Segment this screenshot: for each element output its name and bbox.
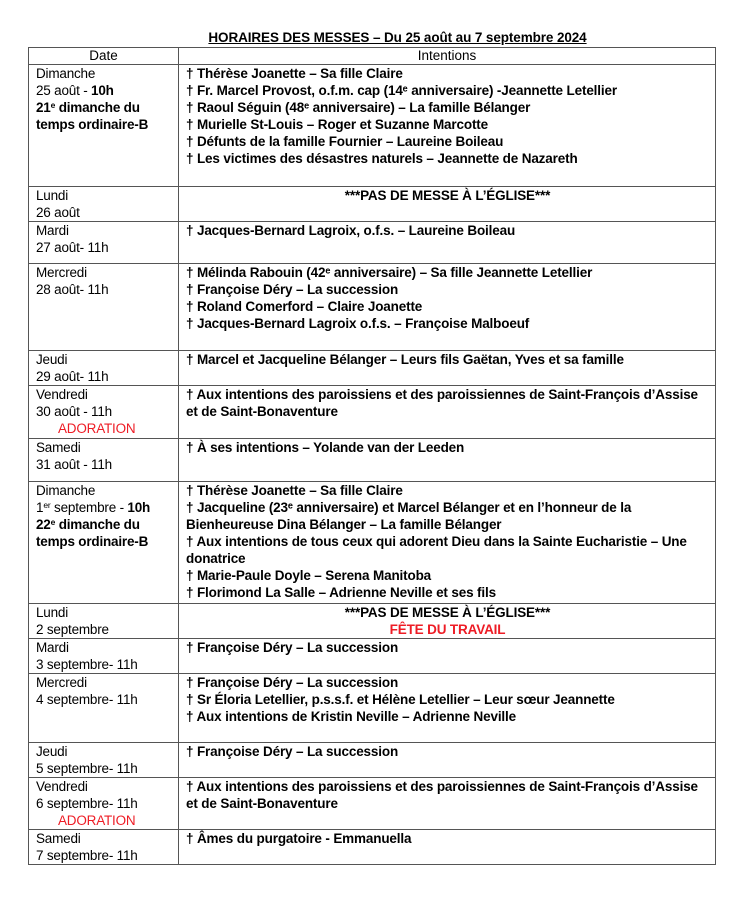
intention-item: † Florimond La Salle – Adrienne Neville et ses fils bbox=[186, 585, 496, 600]
day-name: Samedi bbox=[36, 440, 81, 455]
intention-item: † Thérèse Joanette – Sa fille Claire bbox=[186, 66, 403, 81]
date-time bbox=[36, 368, 172, 385]
header-row bbox=[29, 48, 716, 65]
schedule-row bbox=[29, 439, 716, 482]
day-name: Mercredi bbox=[36, 675, 87, 690]
no-mass-notice: ***PAS DE MESSE À L’ÉGLISE*** bbox=[344, 188, 551, 203]
date-time bbox=[36, 621, 172, 638]
mass-schedule-table bbox=[28, 47, 716, 865]
holiday-label: FÊTE DU TRAVAIL bbox=[389, 622, 506, 637]
sunday-ordinal: 21 bbox=[36, 100, 51, 115]
intentions-cell bbox=[179, 439, 716, 482]
day-name: Jeudi bbox=[36, 352, 68, 367]
adoration-label: ADORATION bbox=[58, 813, 136, 828]
liturgical-season: temps ordinaire-B bbox=[36, 534, 149, 549]
date-time bbox=[36, 456, 172, 473]
intention-item: † Françoise Déry – La succession bbox=[186, 282, 399, 297]
date-text: 2 septembre bbox=[36, 622, 109, 637]
no-mass-notice: ***PAS DE MESSE À L’ÉGLISE*** bbox=[344, 605, 551, 620]
intentions-cell bbox=[179, 778, 716, 830]
document-title: HORAIRES DES MESSES – Du 25 août au 7 septembre 2024 bbox=[208, 30, 587, 45]
header-date: Date bbox=[29, 48, 179, 65]
sunday-ordinal: 22 bbox=[36, 517, 51, 532]
schedule-row bbox=[29, 743, 716, 778]
schedule-row bbox=[29, 604, 716, 639]
schedule-row bbox=[29, 351, 716, 386]
intention-item: † Thérèse Joanette – Sa fille Claire bbox=[186, 483, 403, 498]
day-name: Dimanche bbox=[36, 66, 96, 81]
day-name: Vendredi bbox=[36, 387, 88, 402]
mass-time: 10h bbox=[91, 83, 114, 98]
date-cell bbox=[29, 439, 179, 482]
intention-item: † Les victimes des désastres naturels – Jeannette de Nazareth bbox=[186, 151, 578, 166]
date-text: 27 août- 11h bbox=[36, 240, 109, 255]
intention-item: † Jacques-Bernard Lagroix o.f.s. – Françoise Malboeuf bbox=[186, 316, 530, 331]
intention-item: † Françoise Déry – La succession bbox=[186, 744, 399, 759]
date-ordinal: 1 bbox=[36, 500, 44, 515]
intention-item: † Fr. Marcel Provost, o.f.m. cap (14ᵉ anniversaire) -Jeannette Letellier bbox=[186, 83, 617, 98]
date-cell bbox=[29, 386, 179, 439]
intentions-cell bbox=[179, 482, 716, 604]
liturgical-season: temps ordinaire-B bbox=[36, 117, 149, 132]
date-cell bbox=[29, 351, 179, 386]
date-time bbox=[36, 795, 172, 812]
intention-item: † Aux intentions des paroissiens et des paroissiennes de Saint-François d’Assise et de Saint-Bonaventure bbox=[186, 387, 698, 419]
date-cell bbox=[29, 222, 179, 264]
schedule-row bbox=[29, 482, 716, 604]
schedule-row bbox=[29, 187, 716, 222]
date-cell bbox=[29, 778, 179, 830]
intentions-cell bbox=[179, 65, 716, 187]
intentions-cell bbox=[179, 743, 716, 778]
date-text: 28 août- 11h bbox=[36, 282, 109, 297]
intention-item: † Raoul Séguin (48ᵉ anniversaire) – La famille Bélanger bbox=[186, 100, 531, 115]
date-time bbox=[36, 239, 172, 256]
date-text: 25 août - bbox=[36, 83, 92, 98]
schedule-row bbox=[29, 639, 716, 674]
intentions-cell bbox=[179, 264, 716, 351]
date-cell bbox=[29, 187, 179, 222]
day-name: Vendredi bbox=[36, 779, 88, 794]
intentions-cell bbox=[179, 187, 716, 222]
date-time bbox=[36, 691, 172, 708]
date-text: 7 septembre- 11h bbox=[36, 848, 138, 863]
schedule-row bbox=[29, 65, 716, 187]
date-time bbox=[36, 656, 172, 673]
mass-time: 10h bbox=[127, 500, 151, 515]
intention-item: † Jacqueline (23ᵉ anniversaire) et Marcel Bélanger et en l’honneur de la Bienheureuse Dina Bélanger – La famille Bélanger bbox=[186, 500, 632, 532]
intention-item: † Aux intentions de tous ceux qui adorent Dieu dans la Sainte Eucharistie – Une donatrice bbox=[186, 534, 687, 566]
intentions-cell bbox=[179, 351, 716, 386]
date-cell bbox=[29, 639, 179, 674]
date-text: 6 septembre- 11h bbox=[36, 796, 138, 811]
intention-item: † Défunts de la famille Fournier – Laureine Boileau bbox=[186, 134, 504, 149]
date-cell bbox=[29, 830, 179, 865]
date-time bbox=[36, 499, 172, 516]
schedule-row bbox=[29, 386, 716, 439]
intention-item: † Aux intentions de Kristin Neville – Adrienne Neville bbox=[186, 709, 516, 724]
date-time bbox=[36, 281, 172, 298]
date-cell bbox=[29, 743, 179, 778]
intentions-cell bbox=[179, 674, 716, 743]
adoration-label: ADORATION bbox=[58, 421, 136, 436]
intention-item: † Âmes du purgatoire - Emmanuella bbox=[186, 831, 412, 846]
intention-item: † Sr Éloria Letellier, p.s.s.f. et Hélène Letellier – Leur sœur Jeannette bbox=[186, 692, 615, 707]
intention-item: † Jacques-Bernard Lagroix, o.f.s. – Laureine Boileau bbox=[186, 223, 516, 238]
date-ordinal-suffix: er bbox=[43, 500, 51, 510]
date-text: 31 août - 11h bbox=[36, 457, 112, 472]
date-text: 3 septembre- 11h bbox=[36, 657, 138, 672]
date-text: 30 août - 11h bbox=[36, 404, 112, 419]
date-cell bbox=[29, 482, 179, 604]
date-time bbox=[36, 204, 172, 221]
liturgical-sunday bbox=[36, 516, 172, 533]
day-name: Mercredi bbox=[36, 265, 87, 280]
intention-item: † Marcel et Jacqueline Bélanger – Leurs fils Gaëtan, Yves et sa famille bbox=[186, 352, 624, 367]
date-cell bbox=[29, 674, 179, 743]
day-name: Lundi bbox=[36, 605, 69, 620]
intentions-cell bbox=[179, 222, 716, 264]
day-name: Dimanche bbox=[36, 483, 96, 498]
liturgical-sunday bbox=[36, 99, 172, 116]
date-time bbox=[36, 403, 172, 420]
day-name: Mardi bbox=[36, 223, 69, 238]
schedule-row bbox=[29, 222, 716, 264]
intention-item: † Murielle St-Louis – Roger et Suzanne Marcotte bbox=[186, 117, 489, 132]
intentions-cell bbox=[179, 386, 716, 439]
intentions-cell bbox=[179, 830, 716, 865]
sunday-label: dimanche du bbox=[55, 517, 140, 532]
date-text: 4 septembre- 11h bbox=[36, 692, 138, 707]
date-time bbox=[36, 847, 172, 864]
intention-item: † Roland Comerford – Claire Joanette bbox=[186, 299, 423, 314]
schedule-row bbox=[29, 674, 716, 743]
intentions-cell bbox=[179, 639, 716, 674]
intention-item: † Françoise Déry – La succession bbox=[186, 640, 399, 655]
intention-item: † Aux intentions des paroissiens et des paroissiennes de Saint-François d’Assise et de Saint-Bonaventure bbox=[186, 779, 698, 811]
sunday-label: dimanche du bbox=[55, 100, 140, 115]
intention-item: † Mélinda Rabouin (42ᵉ anniversaire) – Sa fille Jeannette Letellier bbox=[186, 265, 593, 280]
intention-item: † À ses intentions – Yolande van der Leeden bbox=[186, 440, 465, 455]
day-name: Mardi bbox=[36, 640, 69, 655]
sunday-ordinal-suffix: e bbox=[50, 100, 56, 110]
date-text: 5 septembre- 11h bbox=[36, 761, 138, 776]
date-cell bbox=[29, 264, 179, 351]
date-text: 29 août- 11h bbox=[36, 369, 109, 384]
schedule-row bbox=[29, 264, 716, 351]
day-name: Lundi bbox=[36, 188, 69, 203]
date-text: septembre - bbox=[50, 500, 128, 515]
header-intentions: Intentions bbox=[179, 48, 716, 65]
date-cell bbox=[29, 604, 179, 639]
day-name: Jeudi bbox=[36, 744, 68, 759]
sunday-ordinal-suffix: e bbox=[50, 517, 56, 527]
intentions-cell bbox=[179, 604, 716, 639]
intention-item: † Françoise Déry – La succession bbox=[186, 675, 399, 690]
date-text: 26 août bbox=[36, 205, 80, 220]
date-cell bbox=[29, 65, 179, 187]
day-name: Samedi bbox=[36, 831, 81, 846]
schedule-row bbox=[29, 778, 716, 830]
intention-item: † Marie-Paule Doyle – Serena Manitoba bbox=[186, 568, 432, 583]
date-time bbox=[36, 82, 172, 99]
date-time bbox=[36, 760, 172, 777]
schedule-row bbox=[29, 830, 716, 865]
